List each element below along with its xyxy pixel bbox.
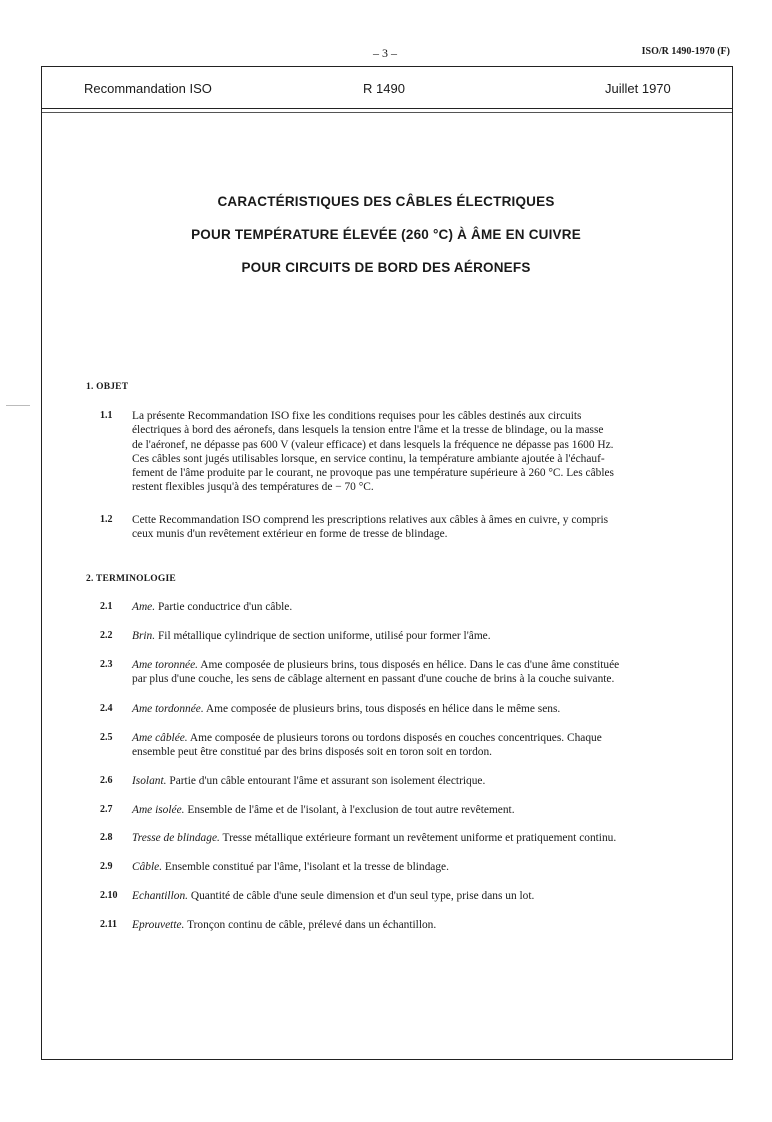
clause-number: 2.4 xyxy=(100,703,113,714)
definition-text xyxy=(132,629,712,643)
clause-line: de l'aéronef, ne dépasse pas 600 V (valeur efficace) et dans lesquels la fréquence ne dépasse pas 1600 Hz. xyxy=(132,438,614,451)
clause-line: fement de l'âme produite par le courant, ne provoque pas une température supérieure à 260 °C. Les câbles xyxy=(132,467,614,480)
header-standard-number: R 1490 xyxy=(363,81,405,96)
clause-number: 2.7 xyxy=(100,804,113,815)
title-line-3: POUR CIRCUITS DE BORD DES AÉRONEFS xyxy=(241,260,531,275)
defined-term: Echantillon. xyxy=(132,890,188,902)
definition-text xyxy=(132,731,712,760)
page-number: – 3 – xyxy=(373,46,397,60)
clause-number: 2.9 xyxy=(100,861,113,872)
definition-line: Ame composée de plusieurs brins, tous disposés en hélice dans le même sens. xyxy=(205,703,561,715)
header-recommendation: Recommandation ISO xyxy=(84,81,212,96)
definition-line: Ensemble de l'âme et de l'isolant, à l'exclusion de tout autre revêtement. xyxy=(187,804,515,816)
definition-line: Partie conductrice d'un câble. xyxy=(157,601,293,613)
definition-line: ensemble peut être constitué par des brins disposés soit en toron soit en tordon. xyxy=(132,746,493,759)
header-double-rule xyxy=(42,112,732,113)
definition-line: Fil métallique cylindrique de section uniforme, utilisé pour former l'âme. xyxy=(157,630,491,642)
title-line-1: CARACTÉRISTIQUES DES CÂBLES ÉLECTRIQUES xyxy=(217,194,555,209)
clause-number: 2.11 xyxy=(100,919,117,930)
clause-number: 2.1 xyxy=(100,601,113,612)
definition-line: Ensemble constitué par l'âme, l'isolant et la tresse de blindage. xyxy=(164,861,449,873)
definition-text xyxy=(132,702,712,716)
defined-term: Tresse de blindage. xyxy=(132,832,220,844)
defined-term: Ame toronnée. xyxy=(132,659,199,671)
clause-line: ceux munis d'un revêtement extérieur en forme de tresse de blindage. xyxy=(132,528,448,541)
document-title xyxy=(0,194,772,293)
document-reference: ISO/R 1490-1970 (F) xyxy=(641,46,730,57)
definition-text xyxy=(132,658,712,687)
page-top-line xyxy=(0,46,772,62)
defined-term: Ame tordonnée. xyxy=(132,703,204,715)
clause-line: restent flexibles jusqu'à des températures de − 70 °C. xyxy=(132,481,374,494)
defined-term: Isolant. xyxy=(132,775,167,787)
definition-text xyxy=(132,918,712,932)
definition-line: Ame composée de plusieurs torons ou tordons disposés en couches concentriques. Chaque xyxy=(189,732,602,744)
title-line-2: POUR TEMPÉRATURE ÉLEVÉE (260 °C) À ÂME EN CUIVRE xyxy=(191,227,581,242)
clause-line: électriques à bord des aéronefs, dans lesquels la tension entre l'âme et la tresse de blindage, ou la masse xyxy=(132,424,604,437)
definition-line: Tresse métallique extérieure formant un revêtement uniforme et pratiquement continu. xyxy=(222,832,617,844)
section-heading-objet: 1. OBJET xyxy=(86,382,129,392)
definition-text xyxy=(132,803,712,817)
clause-number: 2.6 xyxy=(100,775,113,786)
defined-term: Brin. xyxy=(132,630,156,642)
clause-number: 1.1 xyxy=(100,410,113,421)
clause-text xyxy=(132,409,712,495)
clause-number: 2.8 xyxy=(100,832,113,843)
definition-text xyxy=(132,860,712,874)
clause-line: Ces câbles sont jugés utilisables lorsque, en service continu, la température ambiante ajoutée à l'échauf- xyxy=(132,452,605,465)
definition-text xyxy=(132,889,712,903)
clause-number: 1.2 xyxy=(100,514,113,525)
header-date: Juillet 1970 xyxy=(605,81,671,96)
definition-text xyxy=(132,774,712,788)
definition-text xyxy=(132,831,712,845)
definition-text xyxy=(132,600,712,614)
clause-line: Cette Recommandation ISO comprend les prescriptions relatives aux câbles à âmes en cuivre, y compris xyxy=(132,514,609,526)
definition-line: par plus d'une couche, les sens de câblage alternent en passant d'une couche de brins à la couche suivante. xyxy=(132,673,615,686)
frame-header xyxy=(42,67,732,109)
definition-line: Quantité de câble d'une seule dimension et d'un seul type, prise dans un lot. xyxy=(190,890,535,902)
defined-term: Ame isolée. xyxy=(132,804,185,816)
section-heading-terminologie: 2. TERMINOLOGIE xyxy=(86,574,176,584)
clause-line: La présente Recommandation ISO fixe les conditions requises pour les câbles destinés aux circuits xyxy=(132,410,582,422)
defined-term: Ame câblée. xyxy=(132,732,188,744)
clause-number: 2.3 xyxy=(100,659,113,670)
definition-line: Partie d'un câble entourant l'âme et assurant son isolement électrique. xyxy=(169,775,486,787)
definition-line: Tronçon continu de câble, prélevé dans un échantillon. xyxy=(187,919,437,931)
defined-term: Ame. xyxy=(132,601,156,613)
defined-term: Câble. xyxy=(132,861,163,873)
margin-mark xyxy=(6,405,30,407)
clause-number: 2.5 xyxy=(100,732,113,743)
clause-number: 2.2 xyxy=(100,630,113,641)
clause-text xyxy=(132,513,712,542)
definition-line: Ame composée de plusieurs brins, tous disposés en hélice. Dans le cas d'une âme constituée xyxy=(200,659,620,671)
defined-term: Eprouvette. xyxy=(132,919,185,931)
clause-number: 2.10 xyxy=(100,890,118,901)
